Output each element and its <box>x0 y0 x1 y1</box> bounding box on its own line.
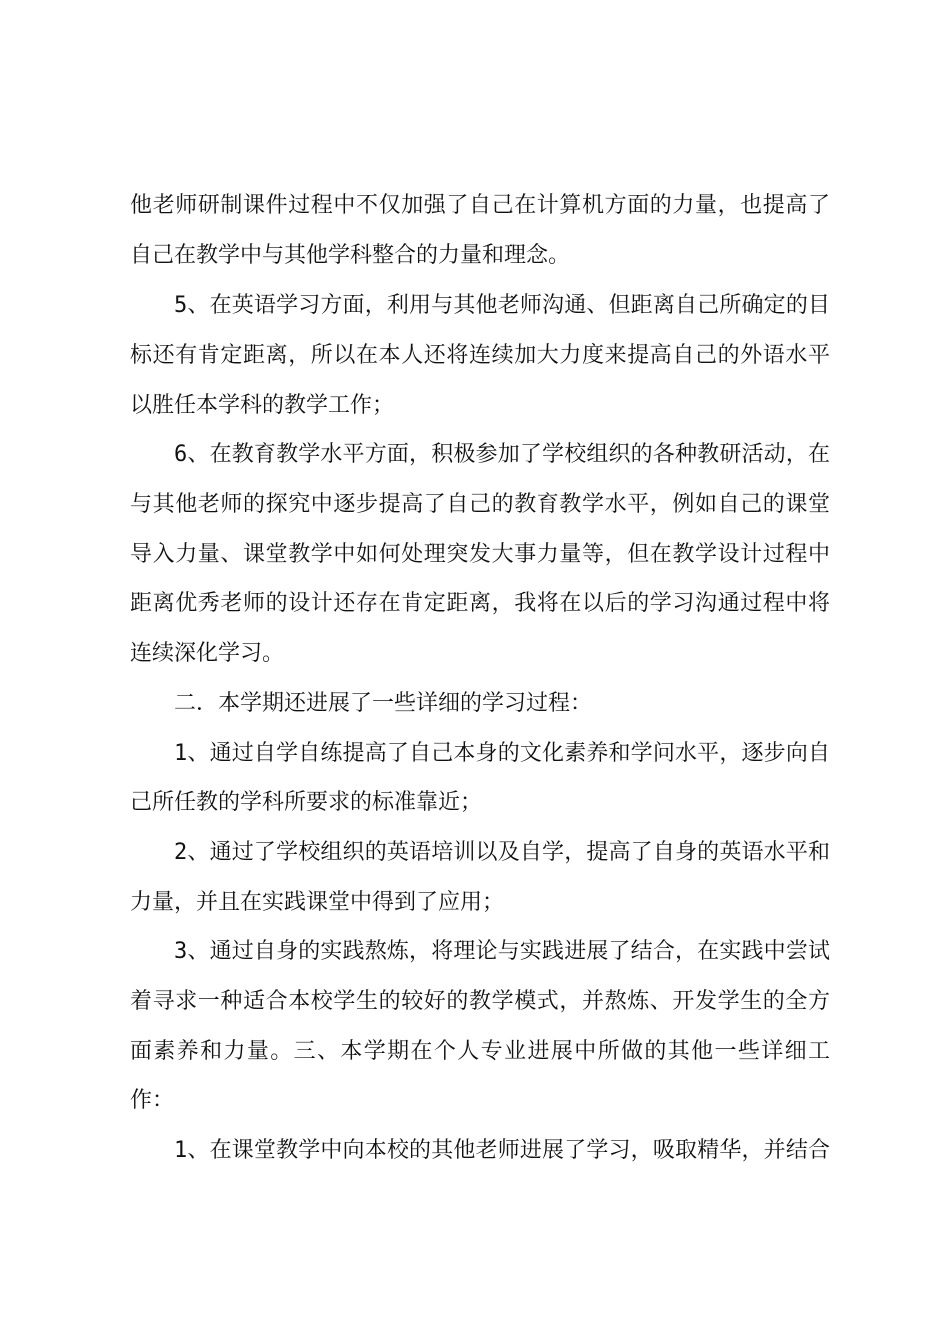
section-heading-2: 二．本学期还进展了一些详细的学习过程： <box>174 691 593 716</box>
text-line-5: 以胜任本学科的教学工作； <box>130 393 395 418</box>
text-line-8: 导入力量、课堂教学中如何处理突发大事力量等，但在教学设计过程中 <box>130 542 830 567</box>
text-line-18: 面素养和力量。三、本学期在个人专业进展中所做的其他一些详细工 <box>130 1039 830 1064</box>
text-line-6: 6、在教育教学水平方面，积极参加了学校组织的各种教研活动，在 <box>174 442 830 467</box>
text-line-13: 己所任教的学科所要求的标准靠近； <box>130 790 483 815</box>
text-line-7: 与其他老师的探究中逐步提高了自己的教育教学水平，例如自己的课堂 <box>130 492 830 517</box>
text-line-4: 标还有肯定距离，所以在本人还将连续加大力度来提高自己的外语水平 <box>130 343 830 368</box>
text-line-17: 着寻求一种适合本校学生的较好的教学模式，并熬炼、开发学生的全方 <box>130 989 830 1014</box>
text-line-10: 连续深化学习。 <box>130 641 285 666</box>
text-line-9: 距离优秀老师的设计还存在肯定距离，我将在以后的学习沟通过程中将 <box>130 591 830 616</box>
text-line-1: 他老师研制课件过程中不仅加强了自己在计算机方面的力量，也提高了 <box>130 193 830 218</box>
text-line-3: 5、在英语学习方面，利用与其他老师沟通、但距离自己所确定的目 <box>174 293 830 318</box>
text-line-19: 作： <box>130 1088 175 1113</box>
text-line-14: 2、通过了学校组织的英语培训以及自学，提高了自身的英语水平和 <box>174 840 830 865</box>
text-line-15: 力量，并且在实践课堂中得到了应用； <box>130 890 505 915</box>
text-line-2: 自己在教学中与其他学科整合的力量和理念。 <box>130 243 571 268</box>
text-line-12: 1、通过自学自练提高了自己本身的文化素养和学问水平，逐步向自 <box>174 741 830 766</box>
text-line-20: 1、在课堂教学中向本校的其他老师进展了学习，吸取精华，并结合 <box>174 1138 830 1163</box>
text-line-16: 3、通过自身的实践熬炼，将理论与实践进展了结合，在实践中尝试 <box>174 939 830 964</box>
